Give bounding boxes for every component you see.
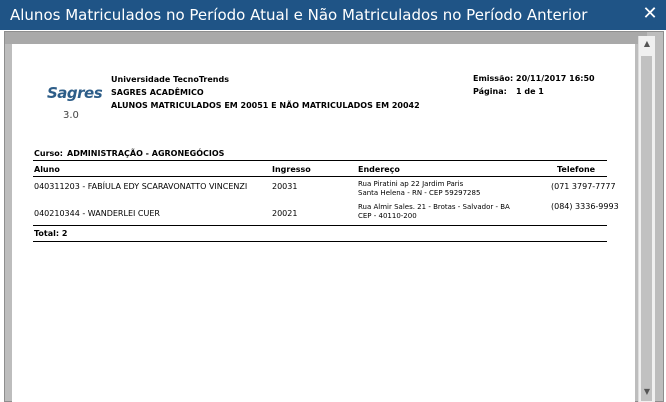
dialog-title: Alunos Matriculados no Período Atual e Não Matriculados no Período Anterior (10, 6, 588, 24)
sagres-logo (47, 84, 103, 126)
row-ingresso: 20021 (272, 209, 298, 218)
row-ingresso: 20031 (272, 182, 298, 191)
close-icon[interactable]: ✕ (642, 3, 658, 24)
course-divider (33, 160, 607, 161)
emission-value: 20/11/2017 16:50 (516, 74, 595, 83)
col-telefone: Telefone (557, 165, 596, 174)
row-endereco-line2: Santa Helena - RN - CEP 59297285 (358, 189, 481, 197)
viewer-toolbar-strip (5, 32, 647, 44)
course-value: ADMINISTRAÇÃO - AGRONEGÓCIOS (67, 149, 225, 158)
course-label: Curso: (34, 149, 63, 158)
scroll-down-icon[interactable]: ▼ (643, 387, 651, 396)
page-label: Página: (473, 87, 507, 96)
report-title: ALUNOS MATRICULADOS EM 20051 E NÃO MATRICULADOS EM 20042 (111, 101, 420, 110)
header-divider (33, 176, 607, 177)
row-telefone: (071 3797-7777 (551, 182, 616, 191)
rows-divider (33, 225, 607, 226)
row-aluno: 040311203 - FABÍULA EDY SCARAVONATTO VINCENZI (34, 182, 248, 191)
institution-name: Universidade TecnoTrends (111, 75, 229, 84)
total-divider (33, 241, 607, 242)
col-endereco: Endereço (358, 165, 400, 174)
col-ingresso: Ingresso (272, 165, 311, 174)
row-endereco-line1: Rua Almir Sales. 21 - Brotas - Salvador - BA (358, 203, 510, 211)
emission-label: Emissão: (473, 74, 514, 83)
scrollbar-thumb[interactable] (641, 56, 652, 401)
total-count: Total: 2 (34, 229, 68, 238)
row-endereco-line2: CEP - 40110-200 (358, 212, 417, 220)
logo-version: 3.0 (63, 110, 79, 121)
dialog-titlebar (0, 0, 666, 30)
row-telefone: (084) 3336-9993 (551, 202, 619, 211)
row-endereco-line1: Rua Piratini ap 22 Jardim Paris (358, 180, 464, 188)
vertical-scrollbar[interactable] (638, 36, 655, 402)
scroll-up-icon[interactable]: ▲ (643, 39, 651, 48)
col-aluno: Aluno (34, 165, 60, 174)
page-value: 1 de 1 (516, 87, 544, 96)
report-page (12, 44, 635, 402)
logo-text: Sagres (47, 84, 103, 102)
row-aluno: 040210344 - WANDERLEI CUER (34, 209, 160, 218)
system-name: SAGRES ACADÊMICO (111, 88, 204, 97)
